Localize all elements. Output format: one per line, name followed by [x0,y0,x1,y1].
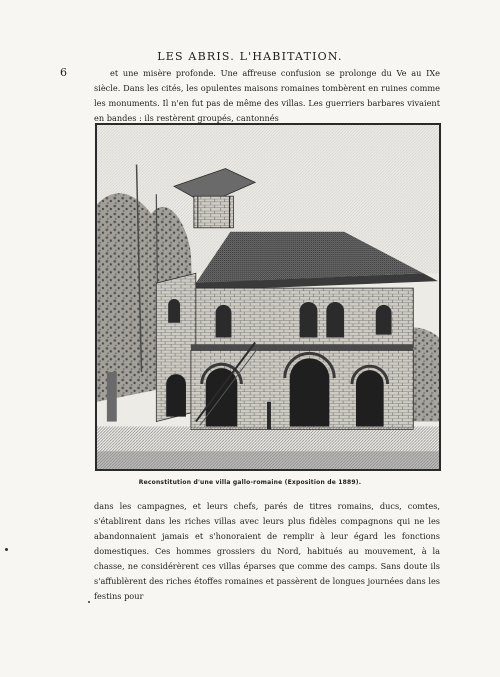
running-title: LES ABRIS. L'HABITATION. [157,50,343,63]
ink-speck [5,548,8,551]
figure-caption: Reconstitution d'une villa gallo-romaine (Exposition de 1889). [138,479,362,486]
top-paragraph: et une misère profonde. Une affreuse confusion se prolonge du Ve au IXe siècle. Dans les cités, les opulentes maisons romaines tombèrent en ruines comme les monuments. Il n'en fut pas de même des villas. Les guerriers barbares vivaient en bandes : ils restèrent groupés, cantonnés [94,68,440,123]
villa-engraving [95,123,441,471]
villa-illustration [97,125,439,469]
page-number: 6 [60,66,67,79]
bottom-paragraph: dans les campagnes, et leurs chefs, parés de titres romains, ducs, comtes, s'établirent dans les riches villas avec leurs plus fidèles compagnons qui ne les abandonnaient jamais et s'honoraient de remplir à leur égard les fonctions domestiques. Ces hommes grossiers du Nord, habitués au mouvement, à la chasse, ne considérèrent ces villas éparses que comme des camps. Sans doute ils s'affublèrent des riches étoffes romaines et passèrent de longues journées dans les festins pour [94,501,440,601]
ink-speck [88,601,90,603]
